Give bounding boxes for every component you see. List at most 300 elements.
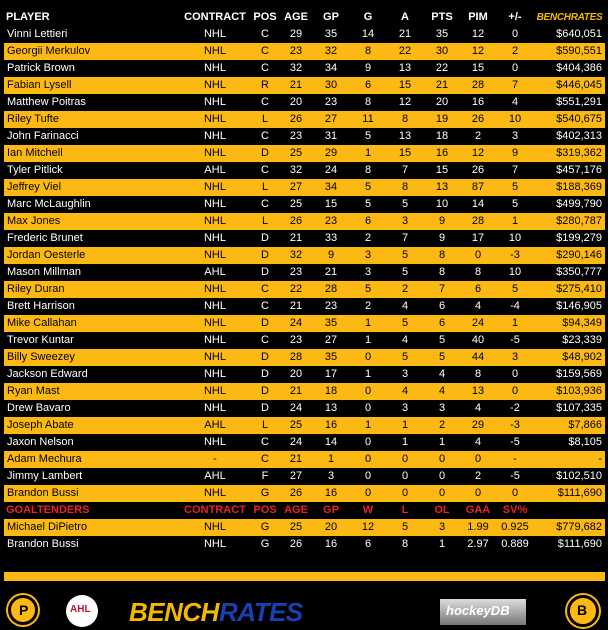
stat-cell: 26 bbox=[280, 213, 312, 230]
stat-cell: 3 bbox=[350, 247, 386, 264]
stat-cell: 8 bbox=[460, 264, 496, 281]
stat-cell: 12 bbox=[460, 145, 496, 162]
stat-cell: 13 bbox=[386, 128, 424, 145]
stat-cell: 17 bbox=[312, 366, 350, 383]
player-name: Jimmy Lambert bbox=[4, 468, 180, 485]
stat-cell: 21 bbox=[280, 298, 312, 315]
stat-cell: NHL bbox=[180, 298, 250, 315]
player-name: Frederic Brunet bbox=[4, 230, 180, 247]
stat-cell: D bbox=[250, 145, 280, 162]
stat-cell: 5 bbox=[386, 196, 424, 213]
stat-cell: C bbox=[250, 128, 280, 145]
stat-cell: G bbox=[250, 485, 280, 502]
goalie-header-row bbox=[4, 502, 605, 519]
player-name: Jaxon Nelson bbox=[4, 434, 180, 451]
goalie-column-header: POS bbox=[250, 502, 280, 519]
stat-cell: D bbox=[250, 366, 280, 383]
stat-cell: -4 bbox=[496, 298, 534, 315]
stat-cell: 10 bbox=[496, 264, 534, 281]
stat-cell: -5 bbox=[496, 434, 534, 451]
salary-cell: $111,690 bbox=[534, 485, 605, 502]
skater-row bbox=[4, 196, 605, 213]
stat-cell: 14 bbox=[312, 434, 350, 451]
stat-cell: 16 bbox=[312, 536, 350, 553]
stat-cell: 4 bbox=[386, 332, 424, 349]
player-name: Ian Mitchell bbox=[4, 145, 180, 162]
stat-cell: NHL bbox=[180, 213, 250, 230]
column-header: PLAYER bbox=[6, 11, 50, 23]
stat-cell: 7 bbox=[424, 281, 460, 298]
column-header: GP bbox=[323, 11, 339, 23]
skater-row bbox=[4, 349, 605, 366]
salary-cell: $350,777 bbox=[534, 264, 605, 281]
stat-cell: 5 bbox=[350, 281, 386, 298]
column-header: POS bbox=[253, 11, 277, 23]
stat-cell: AHL bbox=[180, 264, 250, 281]
stat-cell: 12 bbox=[350, 519, 386, 536]
stat-cell: 29 bbox=[312, 145, 350, 162]
stat-cell: 5 bbox=[496, 196, 534, 213]
stat-cell: 17 bbox=[460, 230, 496, 247]
stat-cell: 0 bbox=[496, 60, 534, 77]
stat-cell: 6 bbox=[424, 315, 460, 332]
stat-cell: 0 bbox=[496, 485, 534, 502]
stat-cell: 13 bbox=[460, 383, 496, 400]
stat-cell: 6 bbox=[460, 281, 496, 298]
stat-cell: 26 bbox=[280, 111, 312, 128]
stat-cell: 5 bbox=[386, 315, 424, 332]
stat-cell: 7 bbox=[386, 230, 424, 247]
stat-cell: 35 bbox=[424, 26, 460, 43]
stat-cell: - bbox=[496, 451, 534, 468]
player-name: John Farinacci bbox=[4, 128, 180, 145]
stat-cell: 15 bbox=[424, 162, 460, 179]
stat-cell: 31 bbox=[312, 128, 350, 145]
stat-cell: 35 bbox=[312, 26, 350, 43]
goalie-column-header: SV% bbox=[496, 502, 534, 519]
stat-cell: 8 bbox=[350, 43, 386, 60]
salary-cell: $159,569 bbox=[534, 366, 605, 383]
stat-cell: 1 bbox=[386, 434, 424, 451]
footer-logo-bar bbox=[4, 572, 605, 630]
stat-cell: 7 bbox=[496, 162, 534, 179]
salary-cell: $540,675 bbox=[534, 111, 605, 128]
stat-cell: L bbox=[250, 417, 280, 434]
stat-cell: 0 bbox=[496, 26, 534, 43]
stat-cell: 1 bbox=[350, 315, 386, 332]
player-name: Brett Harrison bbox=[4, 298, 180, 315]
stat-cell: AHL bbox=[180, 468, 250, 485]
stat-cell: 0 bbox=[496, 366, 534, 383]
stat-cell: 21 bbox=[280, 77, 312, 94]
stat-cell: 23 bbox=[280, 332, 312, 349]
stat-cell: 26 bbox=[280, 536, 312, 553]
stat-cell: 12 bbox=[460, 43, 496, 60]
stat-cell: 22 bbox=[280, 281, 312, 298]
bruins-logo bbox=[567, 595, 599, 627]
stat-cell: 15 bbox=[312, 196, 350, 213]
stat-cell: 1 bbox=[386, 417, 424, 434]
stat-cell: 9 bbox=[424, 213, 460, 230]
stat-cell: 44 bbox=[460, 349, 496, 366]
stat-cell: G bbox=[250, 536, 280, 553]
skater-row bbox=[4, 43, 605, 60]
stat-cell: 1 bbox=[312, 451, 350, 468]
stat-cell: D bbox=[250, 264, 280, 281]
salary-cell: $319,362 bbox=[534, 145, 605, 162]
stat-cell: 10 bbox=[496, 230, 534, 247]
stat-cell: 12 bbox=[460, 26, 496, 43]
stat-cell: 3 bbox=[424, 519, 460, 536]
stat-cell: 0.925 bbox=[496, 519, 534, 536]
stat-cell: 3 bbox=[386, 400, 424, 417]
skater-row bbox=[4, 264, 605, 281]
stat-cell: -3 bbox=[496, 417, 534, 434]
stat-cell: 6 bbox=[424, 298, 460, 315]
stat-cell: 18 bbox=[424, 128, 460, 145]
stat-cell: L bbox=[250, 213, 280, 230]
stat-cell: NHL bbox=[180, 26, 250, 43]
stat-cell: 0 bbox=[350, 400, 386, 417]
stat-cell: 0 bbox=[496, 383, 534, 400]
stat-cell: 0 bbox=[350, 349, 386, 366]
stat-cell: C bbox=[250, 281, 280, 298]
stat-cell: 2 bbox=[460, 468, 496, 485]
hockeydb-logo-text: hockeyDB bbox=[446, 603, 510, 618]
stat-cell: 10 bbox=[496, 111, 534, 128]
stat-cell: 16 bbox=[460, 94, 496, 111]
stat-cell: 21 bbox=[386, 26, 424, 43]
stat-cell: NHL bbox=[180, 247, 250, 264]
stat-cell: 35 bbox=[312, 349, 350, 366]
stat-cell: NHL bbox=[180, 230, 250, 247]
stat-cell: 4 bbox=[460, 400, 496, 417]
stat-cell: 2 bbox=[350, 230, 386, 247]
skater-row bbox=[4, 315, 605, 332]
stat-cell: 5 bbox=[424, 349, 460, 366]
stat-cell: 25 bbox=[280, 145, 312, 162]
stat-cell: 3 bbox=[386, 366, 424, 383]
stat-cell: 0 bbox=[460, 247, 496, 264]
stat-cell: NHL bbox=[180, 145, 250, 162]
stat-cell: 28 bbox=[280, 349, 312, 366]
skater-row bbox=[4, 400, 605, 417]
stat-cell: 11 bbox=[350, 111, 386, 128]
player-name: Fabian Lysell bbox=[4, 77, 180, 94]
stat-cell: 26 bbox=[280, 485, 312, 502]
salary-cell: $402,313 bbox=[534, 128, 605, 145]
player-name: Brandon Bussi bbox=[4, 485, 180, 502]
player-name: Patrick Brown bbox=[4, 60, 180, 77]
column-header: PIM bbox=[468, 11, 488, 23]
stat-cell: 0 bbox=[350, 434, 386, 451]
stat-cell: 20 bbox=[424, 94, 460, 111]
penguins-logo-letter: P bbox=[19, 602, 29, 618]
stat-cell: 23 bbox=[280, 264, 312, 281]
skater-header-row bbox=[4, 9, 605, 26]
stat-cell: 35 bbox=[312, 315, 350, 332]
stat-cell: 0 bbox=[350, 383, 386, 400]
stat-cell: 32 bbox=[280, 60, 312, 77]
stat-cell: C bbox=[250, 332, 280, 349]
stat-cell: 0 bbox=[386, 451, 424, 468]
salary-cell: $48,902 bbox=[534, 349, 605, 366]
stat-cell: 8 bbox=[424, 247, 460, 264]
stat-cell: 23 bbox=[312, 213, 350, 230]
column-header: PTS bbox=[431, 11, 453, 23]
salary-cell: - bbox=[534, 451, 605, 468]
salary-cell: $499,790 bbox=[534, 196, 605, 213]
stat-cell: 4 bbox=[460, 298, 496, 315]
stat-cell: 28 bbox=[460, 213, 496, 230]
stat-cell: 8 bbox=[424, 264, 460, 281]
stat-cell: 15 bbox=[386, 145, 424, 162]
stat-cell: 1 bbox=[424, 434, 460, 451]
stat-cell: C bbox=[250, 60, 280, 77]
stat-cell: NHL bbox=[180, 281, 250, 298]
skater-row bbox=[4, 77, 605, 94]
goalie-header-blank bbox=[534, 502, 605, 519]
stat-cell: 21 bbox=[424, 77, 460, 94]
column-header: +/- bbox=[508, 11, 522, 23]
stat-cell: 13 bbox=[312, 400, 350, 417]
salary-cell: $8,105 bbox=[534, 434, 605, 451]
stat-cell: 15 bbox=[386, 77, 424, 94]
stat-cell: NHL bbox=[180, 196, 250, 213]
stat-cell: -3 bbox=[496, 247, 534, 264]
stat-cell: -2 bbox=[496, 400, 534, 417]
skater-row bbox=[4, 332, 605, 349]
stat-cell: 25 bbox=[280, 519, 312, 536]
stat-cell: 0 bbox=[386, 468, 424, 485]
skater-row bbox=[4, 213, 605, 230]
stat-cell: AHL bbox=[180, 162, 250, 179]
stat-cell: C bbox=[250, 196, 280, 213]
stat-cell: 34 bbox=[312, 179, 350, 196]
player-name: Billy Sweezey bbox=[4, 349, 180, 366]
stat-cell: 3 bbox=[496, 349, 534, 366]
salary-cell: $23,339 bbox=[534, 332, 605, 349]
player-name: Joseph Abate bbox=[4, 417, 180, 434]
stat-cell: 24 bbox=[280, 400, 312, 417]
stat-cell: NHL bbox=[180, 60, 250, 77]
stat-cell: 34 bbox=[312, 60, 350, 77]
stat-cell: 25 bbox=[280, 417, 312, 434]
player-name: Marc McLaughlin bbox=[4, 196, 180, 213]
salary-cell: $290,146 bbox=[534, 247, 605, 264]
salary-cell: $551,291 bbox=[534, 94, 605, 111]
ahl-logo-text: AHL bbox=[70, 604, 91, 615]
stat-cell: 7 bbox=[386, 162, 424, 179]
salary-cell: $7,866 bbox=[534, 417, 605, 434]
stat-cell: NHL bbox=[180, 383, 250, 400]
stat-cell: 22 bbox=[386, 43, 424, 60]
stat-cell: 7 bbox=[496, 77, 534, 94]
stat-cell: NHL bbox=[180, 94, 250, 111]
stat-cell: C bbox=[250, 451, 280, 468]
stat-cell: NHL bbox=[180, 111, 250, 128]
stat-cell: 5 bbox=[386, 349, 424, 366]
benchrates-logo-part2: RATES bbox=[218, 597, 303, 627]
goalie-row bbox=[4, 519, 605, 536]
stat-cell: 2 bbox=[424, 417, 460, 434]
player-name: Max Jones bbox=[4, 213, 180, 230]
stat-cell: 4 bbox=[496, 94, 534, 111]
stat-cell: 23 bbox=[312, 298, 350, 315]
stat-cell: 0 bbox=[460, 485, 496, 502]
stat-cell: 0 bbox=[424, 485, 460, 502]
stat-cell: AHL bbox=[180, 417, 250, 434]
player-name: Tyler Pitlick bbox=[4, 162, 180, 179]
stat-cell: 3 bbox=[312, 468, 350, 485]
stat-cell: 2 bbox=[496, 43, 534, 60]
ahl-logo bbox=[66, 595, 98, 627]
stat-cell: R bbox=[250, 77, 280, 94]
hockeydb-logo bbox=[440, 599, 526, 625]
salary-cell: $107,335 bbox=[534, 400, 605, 417]
stat-cell: G bbox=[250, 519, 280, 536]
goalie-column-header: GOALTENDERS bbox=[4, 502, 180, 519]
stat-cell: 20 bbox=[312, 519, 350, 536]
stat-cell: 0 bbox=[424, 451, 460, 468]
stat-cell: 1.99 bbox=[460, 519, 496, 536]
stat-cell: NHL bbox=[180, 366, 250, 383]
stat-cell: 3 bbox=[424, 400, 460, 417]
stat-cell: 2.97 bbox=[460, 536, 496, 553]
skater-row bbox=[4, 145, 605, 162]
salary-cell: $779,682 bbox=[534, 519, 605, 536]
stat-cell: NHL bbox=[180, 536, 250, 553]
skater-row bbox=[4, 434, 605, 451]
stat-cell: D bbox=[250, 247, 280, 264]
stat-cell: 8 bbox=[350, 94, 386, 111]
player-name: Drew Bavaro bbox=[4, 400, 180, 417]
stat-cell: 0.889 bbox=[496, 536, 534, 553]
column-header: G bbox=[363, 11, 373, 23]
stats-table bbox=[4, 9, 605, 553]
player-name: Jackson Edward bbox=[4, 366, 180, 383]
stat-cell: - bbox=[180, 451, 250, 468]
stat-cell: 4 bbox=[460, 434, 496, 451]
stat-cell: 21 bbox=[312, 264, 350, 281]
stat-cell: 21 bbox=[280, 383, 312, 400]
stat-cell: 40 bbox=[460, 332, 496, 349]
stat-cell: D bbox=[250, 230, 280, 247]
player-name: Trevor Kuntar bbox=[4, 332, 180, 349]
salary-cell: $280,787 bbox=[534, 213, 605, 230]
stat-cell: 5 bbox=[350, 179, 386, 196]
salary-cell: $103,936 bbox=[534, 383, 605, 400]
stat-cell: NHL bbox=[180, 43, 250, 60]
stat-cell: 16 bbox=[312, 485, 350, 502]
skater-row bbox=[4, 451, 605, 468]
bruins-logo-letter: B bbox=[577, 602, 588, 618]
stat-cell: NHL bbox=[180, 349, 250, 366]
stat-cell: 16 bbox=[312, 417, 350, 434]
player-name: Vinni Lettieri bbox=[4, 26, 180, 43]
salary-cell: $275,410 bbox=[534, 281, 605, 298]
stat-cell: 4 bbox=[424, 366, 460, 383]
stat-cell: 28 bbox=[460, 77, 496, 94]
stat-cell: 0 bbox=[460, 451, 496, 468]
skater-row bbox=[4, 128, 605, 145]
stat-cell: 29 bbox=[460, 417, 496, 434]
stat-cell: 8 bbox=[386, 179, 424, 196]
stat-cell: 27 bbox=[312, 332, 350, 349]
stat-cell: 3 bbox=[386, 213, 424, 230]
stat-cell: 5 bbox=[496, 179, 534, 196]
goalie-name: Michael DiPietro bbox=[4, 519, 180, 536]
stat-cell: 18 bbox=[312, 383, 350, 400]
stat-cell: 22 bbox=[424, 60, 460, 77]
stat-cell: 2 bbox=[386, 281, 424, 298]
goalie-column-header: L bbox=[386, 502, 424, 519]
stat-cell: 8 bbox=[350, 162, 386, 179]
stat-cell: 13 bbox=[386, 60, 424, 77]
stat-cell: 9 bbox=[350, 60, 386, 77]
stat-cell: 20 bbox=[280, 366, 312, 383]
stat-cell: 8 bbox=[386, 536, 424, 553]
stat-cell: NHL bbox=[180, 77, 250, 94]
stat-cell: C bbox=[250, 94, 280, 111]
stat-cell: 33 bbox=[312, 230, 350, 247]
stat-cell: 32 bbox=[280, 162, 312, 179]
stat-cell: 21 bbox=[280, 451, 312, 468]
stat-cell: 12 bbox=[386, 94, 424, 111]
goalie-column-header: W bbox=[350, 502, 386, 519]
stat-cell: 2 bbox=[460, 128, 496, 145]
stat-cell: L bbox=[250, 179, 280, 196]
skater-row bbox=[4, 94, 605, 111]
stat-cell: 15 bbox=[460, 60, 496, 77]
stat-cell: NHL bbox=[180, 434, 250, 451]
stat-cell: 0 bbox=[350, 485, 386, 502]
stat-cell: 14 bbox=[350, 26, 386, 43]
penguins-logo bbox=[8, 595, 38, 625]
skater-row bbox=[4, 485, 605, 502]
stat-cell: NHL bbox=[180, 128, 250, 145]
skater-row bbox=[4, 111, 605, 128]
skater-row bbox=[4, 366, 605, 383]
stat-cell: 27 bbox=[280, 468, 312, 485]
stat-cell: 0 bbox=[424, 468, 460, 485]
stat-cell: 32 bbox=[280, 247, 312, 264]
stat-cell: 8 bbox=[386, 111, 424, 128]
stat-cell: 5 bbox=[350, 128, 386, 145]
goalie-column-header: AGE bbox=[280, 502, 312, 519]
stat-cell: 29 bbox=[280, 26, 312, 43]
goalie-column-header: GAA bbox=[460, 502, 496, 519]
stat-cell: 23 bbox=[280, 128, 312, 145]
salary-cell: $94,349 bbox=[534, 315, 605, 332]
stat-cell: 30 bbox=[424, 43, 460, 60]
salary-cell: $146,905 bbox=[534, 298, 605, 315]
stat-cell: -5 bbox=[496, 468, 534, 485]
salary-cell: $640,051 bbox=[534, 26, 605, 43]
stat-cell: 9 bbox=[424, 230, 460, 247]
stat-cell: 9 bbox=[312, 247, 350, 264]
stat-cell: 26 bbox=[460, 162, 496, 179]
stat-cell: 1 bbox=[350, 366, 386, 383]
goalie-section bbox=[4, 502, 605, 553]
skater-rows bbox=[4, 26, 605, 502]
stat-cell: NHL bbox=[180, 179, 250, 196]
salary-cell: $102,510 bbox=[534, 468, 605, 485]
stat-cell: D bbox=[250, 400, 280, 417]
player-name: Riley Tufte bbox=[4, 111, 180, 128]
stat-cell: 5 bbox=[386, 519, 424, 536]
salary-cell: $111,690 bbox=[534, 536, 605, 553]
